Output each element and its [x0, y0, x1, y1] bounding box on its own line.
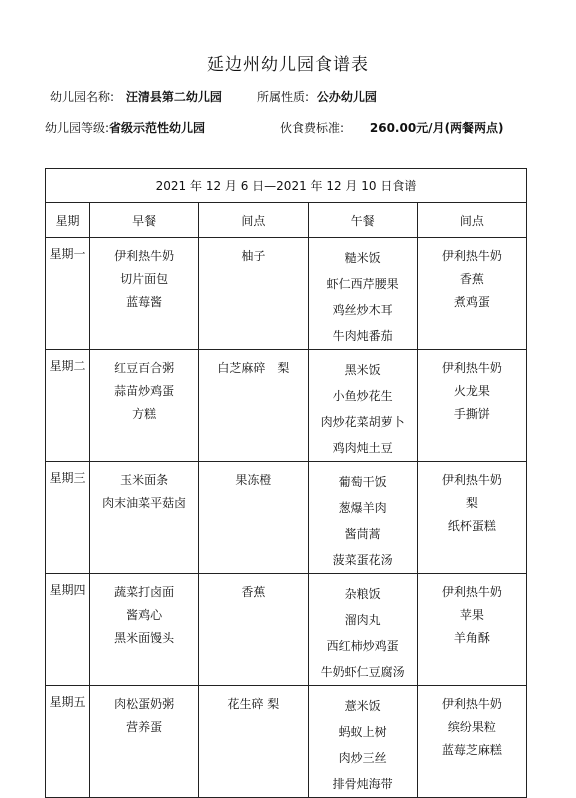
breakfast-cell — [90, 350, 199, 462]
afternoon-snack-cell — [417, 462, 526, 574]
header-lunch: 午餐 — [308, 203, 417, 238]
day-label: 星期四 — [49, 583, 86, 597]
menu-item: 鸡肉炖土豆 — [332, 441, 393, 455]
table-row — [46, 462, 527, 574]
afternoon-snack-cell — [417, 238, 526, 350]
day-cell — [46, 462, 90, 574]
menu-item: 肉末油菜平菇卤 — [102, 496, 187, 510]
day-label: 星期二 — [49, 359, 86, 373]
menu-item: 小鱼炒花生 — [332, 389, 393, 403]
menu-item: 黑米面馒头 — [114, 631, 175, 645]
menu-item: 花生碎 梨 — [227, 697, 280, 711]
menu-item: 切片面包 — [120, 272, 169, 286]
menu-item: 杂粮饭 — [344, 587, 381, 601]
menu-item: 肉炒三丝 — [338, 751, 387, 765]
menu-item: 纸杯蛋糕 — [447, 519, 496, 533]
menu-item: 溜肉丸 — [344, 613, 381, 627]
menu-item: 鸡丝炒木耳 — [332, 303, 393, 317]
morning-snack-cell — [199, 350, 308, 462]
week-range: 2021 年 12 月 6 日—2021 年 12 月 10 日食谱 — [46, 169, 527, 203]
afternoon-snack-cell — [417, 686, 526, 798]
day-cell — [46, 350, 90, 462]
menu-item: 羊角酥 — [453, 631, 490, 645]
menu-item: 酱茼蒿 — [344, 527, 381, 541]
menu-item: 蓝莓酱 — [126, 295, 163, 309]
day-label: 星期一 — [49, 247, 86, 261]
menu-item: 葱爆羊肉 — [338, 501, 387, 515]
morning-snack-cell — [199, 462, 308, 574]
menu-item: 伊利热牛奶 — [441, 697, 502, 711]
menu-item: 柚子 — [241, 249, 266, 263]
menu-item: 果冻橙 — [235, 473, 272, 487]
header-breakfast: 早餐 — [90, 203, 199, 238]
day-cell — [46, 574, 90, 686]
menu-item: 葡萄干饭 — [338, 475, 387, 489]
morning-snack-cell — [199, 574, 308, 686]
menu-item: 牛肉炖番茄 — [332, 329, 393, 343]
menu-item: 酱鸡心 — [126, 608, 163, 622]
kindergarten-nature-value: 公办幼儿园 — [316, 90, 377, 104]
menu-item: 伊利热牛奶 — [441, 585, 502, 599]
menu-table — [45, 168, 527, 798]
kindergarten-name-label: 幼儿园名称: — [50, 90, 115, 104]
menu-item: 玉米面条 — [120, 473, 169, 487]
menu-item: 肉炒花菜胡萝卜 — [320, 415, 405, 429]
header-afternoon-snack: 间点 — [417, 203, 526, 238]
menu-item: 排骨炖海带 — [332, 777, 393, 791]
day-cell — [46, 686, 90, 798]
day-cell — [46, 238, 90, 350]
menu-item: 伊利热牛奶 — [441, 249, 502, 263]
menu-item: 伊利热牛奶 — [441, 361, 502, 375]
breakfast-cell — [90, 574, 199, 686]
menu-item: 蓝莓芝麻糕 — [441, 743, 502, 757]
menu-item: 肉松蛋奶粥 — [114, 697, 175, 711]
header-morning-snack: 间点 — [199, 203, 308, 238]
menu-item: 苹果 — [459, 608, 484, 622]
kindergarten-grade-label: 幼儿园等级: — [45, 121, 110, 135]
afternoon-snack-cell — [417, 350, 526, 462]
menu-item: 煮鸡蛋 — [453, 295, 490, 309]
header-day: 星期 — [46, 203, 90, 238]
kindergarten-name-field — [50, 88, 222, 105]
menu-item: 香蕉 — [241, 585, 266, 599]
menu-item: 糙米饭 — [344, 251, 381, 265]
meal-fee-field — [280, 119, 504, 136]
kindergarten-nature-field — [257, 88, 377, 105]
menu-item: 薏米饭 — [344, 699, 381, 713]
menu-item: 伊利热牛奶 — [114, 249, 175, 263]
menu-item: 营养蛋 — [126, 720, 163, 734]
menu-item: 缤纷果粒 — [447, 720, 496, 734]
menu-item: 蔬菜打卤面 — [114, 585, 175, 599]
menu-item: 方糕 — [132, 407, 157, 421]
menu-item: 虾仁西芹腰果 — [326, 277, 399, 291]
lunch-cell — [308, 238, 417, 350]
table-row — [46, 686, 527, 798]
kindergarten-nature-label: 所属性质: — [257, 90, 310, 104]
table-row — [46, 574, 527, 686]
lunch-cell — [308, 686, 417, 798]
breakfast-cell — [90, 686, 199, 798]
menu-item: 牛奶虾仁豆腐汤 — [320, 665, 405, 679]
page-title: 延边州幼儿园食谱表 — [207, 55, 369, 75]
breakfast-cell — [90, 238, 199, 350]
meal-fee-value: 260.00元/月(两餐两点) — [369, 121, 504, 135]
menu-item: 火龙果 — [453, 384, 490, 398]
lunch-cell — [308, 350, 417, 462]
menu-item: 梨 — [465, 496, 478, 510]
lunch-cell — [308, 462, 417, 574]
menu-item: 红豆百合粥 — [114, 361, 175, 375]
menu-body — [46, 238, 527, 798]
lunch-cell — [308, 574, 417, 686]
menu-item: 黑米饭 — [344, 363, 381, 377]
menu-item: 香蕉 — [459, 272, 484, 286]
menu-item: 西红柿炒鸡蛋 — [326, 639, 399, 653]
day-label: 星期五 — [49, 695, 86, 709]
day-label: 星期三 — [49, 471, 86, 485]
menu-item: 菠菜蛋花汤 — [332, 553, 393, 567]
meal-fee-label: 伙食费标准: — [280, 121, 345, 135]
morning-snack-cell — [199, 238, 308, 350]
breakfast-cell — [90, 462, 199, 574]
menu-item: 蒜苗炒鸡蛋 — [114, 384, 175, 398]
afternoon-snack-cell — [417, 574, 526, 686]
table-row — [46, 238, 527, 350]
kindergarten-grade-field — [45, 119, 205, 136]
kindergarten-grade-value: 省级示范性幼儿园 — [109, 121, 206, 135]
menu-item: 蚂蚁上树 — [338, 725, 387, 739]
menu-item: 手撕饼 — [453, 407, 490, 421]
kindergarten-name-value: 汪清县第二幼儿园 — [125, 90, 222, 104]
menu-item: 白芝麻碎 梨 — [217, 361, 290, 375]
table-row — [46, 350, 527, 462]
morning-snack-cell — [199, 686, 308, 798]
menu-item: 伊利热牛奶 — [441, 473, 502, 487]
